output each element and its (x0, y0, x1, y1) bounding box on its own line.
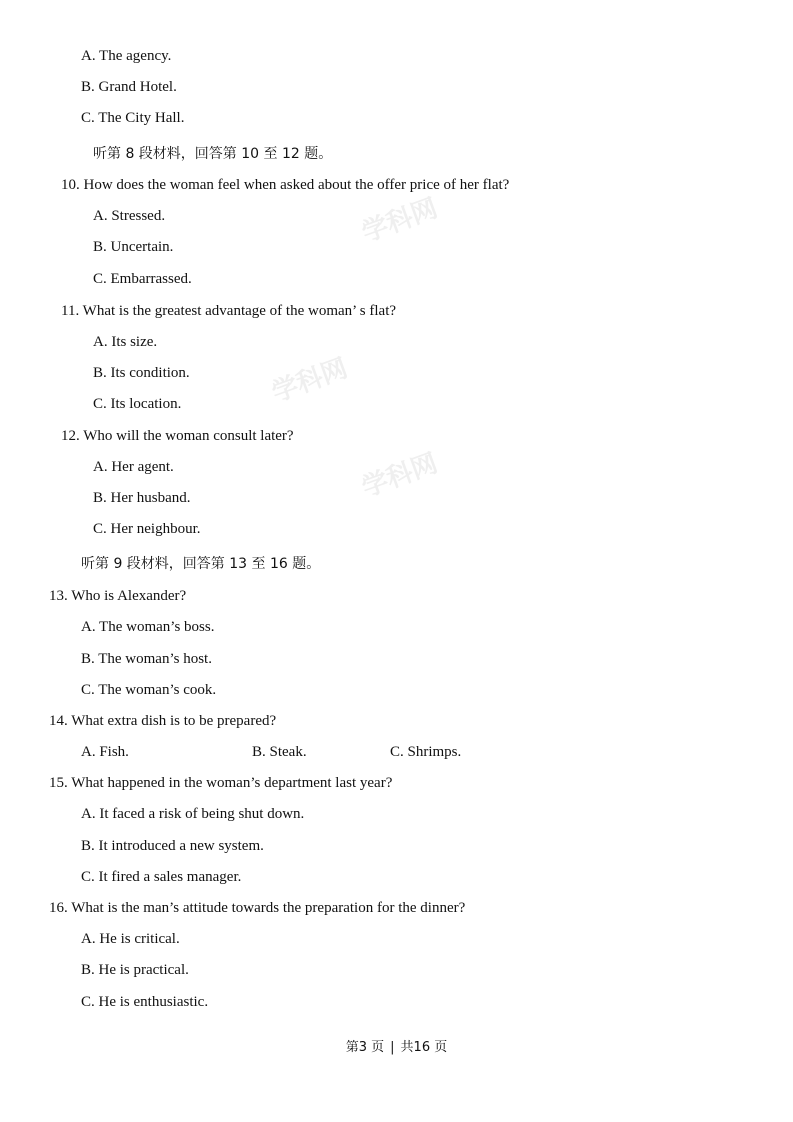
option-text: A. Its size. (93, 334, 158, 350)
footer-separator: | (390, 1040, 395, 1055)
option-text: A. He is critical. (81, 931, 180, 947)
option-text: C. The City Hall. (81, 110, 185, 126)
option-text: A. Stressed. (93, 208, 166, 224)
watermark: 学科网 (358, 193, 442, 249)
question-stem: 12. Who will the woman consult later? (61, 428, 294, 444)
option-text: B. The woman’s host. (81, 651, 212, 667)
option-text: C. Its location. (93, 396, 182, 412)
option-text: C. He is enthusiastic. (81, 994, 209, 1010)
option-text: C. Shrimps. (390, 744, 462, 760)
watermark: 学科网 (358, 448, 442, 504)
question-stem: 13. Who is Alexander? (49, 588, 187, 604)
option-text: C. Her neighbour. (93, 521, 201, 537)
option-text: A. The agency. (81, 48, 172, 64)
option-text: C. Embarrassed. (93, 271, 192, 287)
option-text: C. It fired a sales manager. (81, 869, 242, 885)
option-text: B. Steak. (252, 744, 307, 760)
option-text: C. The woman’s cook. (81, 682, 217, 698)
page-total: 共16 页 (400, 1040, 448, 1055)
option-text: A. Fish. (81, 744, 129, 760)
question-stem: 15. What happened in the woman’s department last year? (49, 775, 393, 791)
option-text: B. Her husband. (93, 490, 191, 506)
option-text: A. It faced a risk of being shut down. (81, 806, 305, 822)
question-stem: 10. How does the woman feel when asked about the offer price of her flat? (61, 177, 510, 193)
section-instruction: 听第 9 段材料，回答第 13 至 16 题。 (81, 556, 321, 572)
section-instruction: 听第 8 段材料，回答第 10 至 12 题。 (93, 146, 333, 162)
question-stem: 11. What is the greatest advantage of the woman’ s flat? (61, 303, 397, 319)
question-stem: 16. What is the man’s attitude towards the preparation for the dinner? (49, 900, 466, 916)
option-text: A. The woman’s boss. (81, 619, 215, 635)
page-number: 第3 页 (345, 1040, 385, 1055)
option-text: B. It introduced a new system. (81, 838, 264, 854)
watermark: 学科网 (268, 353, 352, 409)
option-text: B. He is practical. (81, 962, 189, 978)
option-text: B. Grand Hotel. (81, 79, 177, 95)
question-stem: 14. What extra dish is to be prepared? (49, 713, 277, 729)
page-footer (0, 1040, 793, 1056)
option-text: B. Its condition. (93, 365, 190, 381)
option-text: B. Uncertain. (93, 239, 174, 255)
option-text: A. Her agent. (93, 459, 174, 475)
